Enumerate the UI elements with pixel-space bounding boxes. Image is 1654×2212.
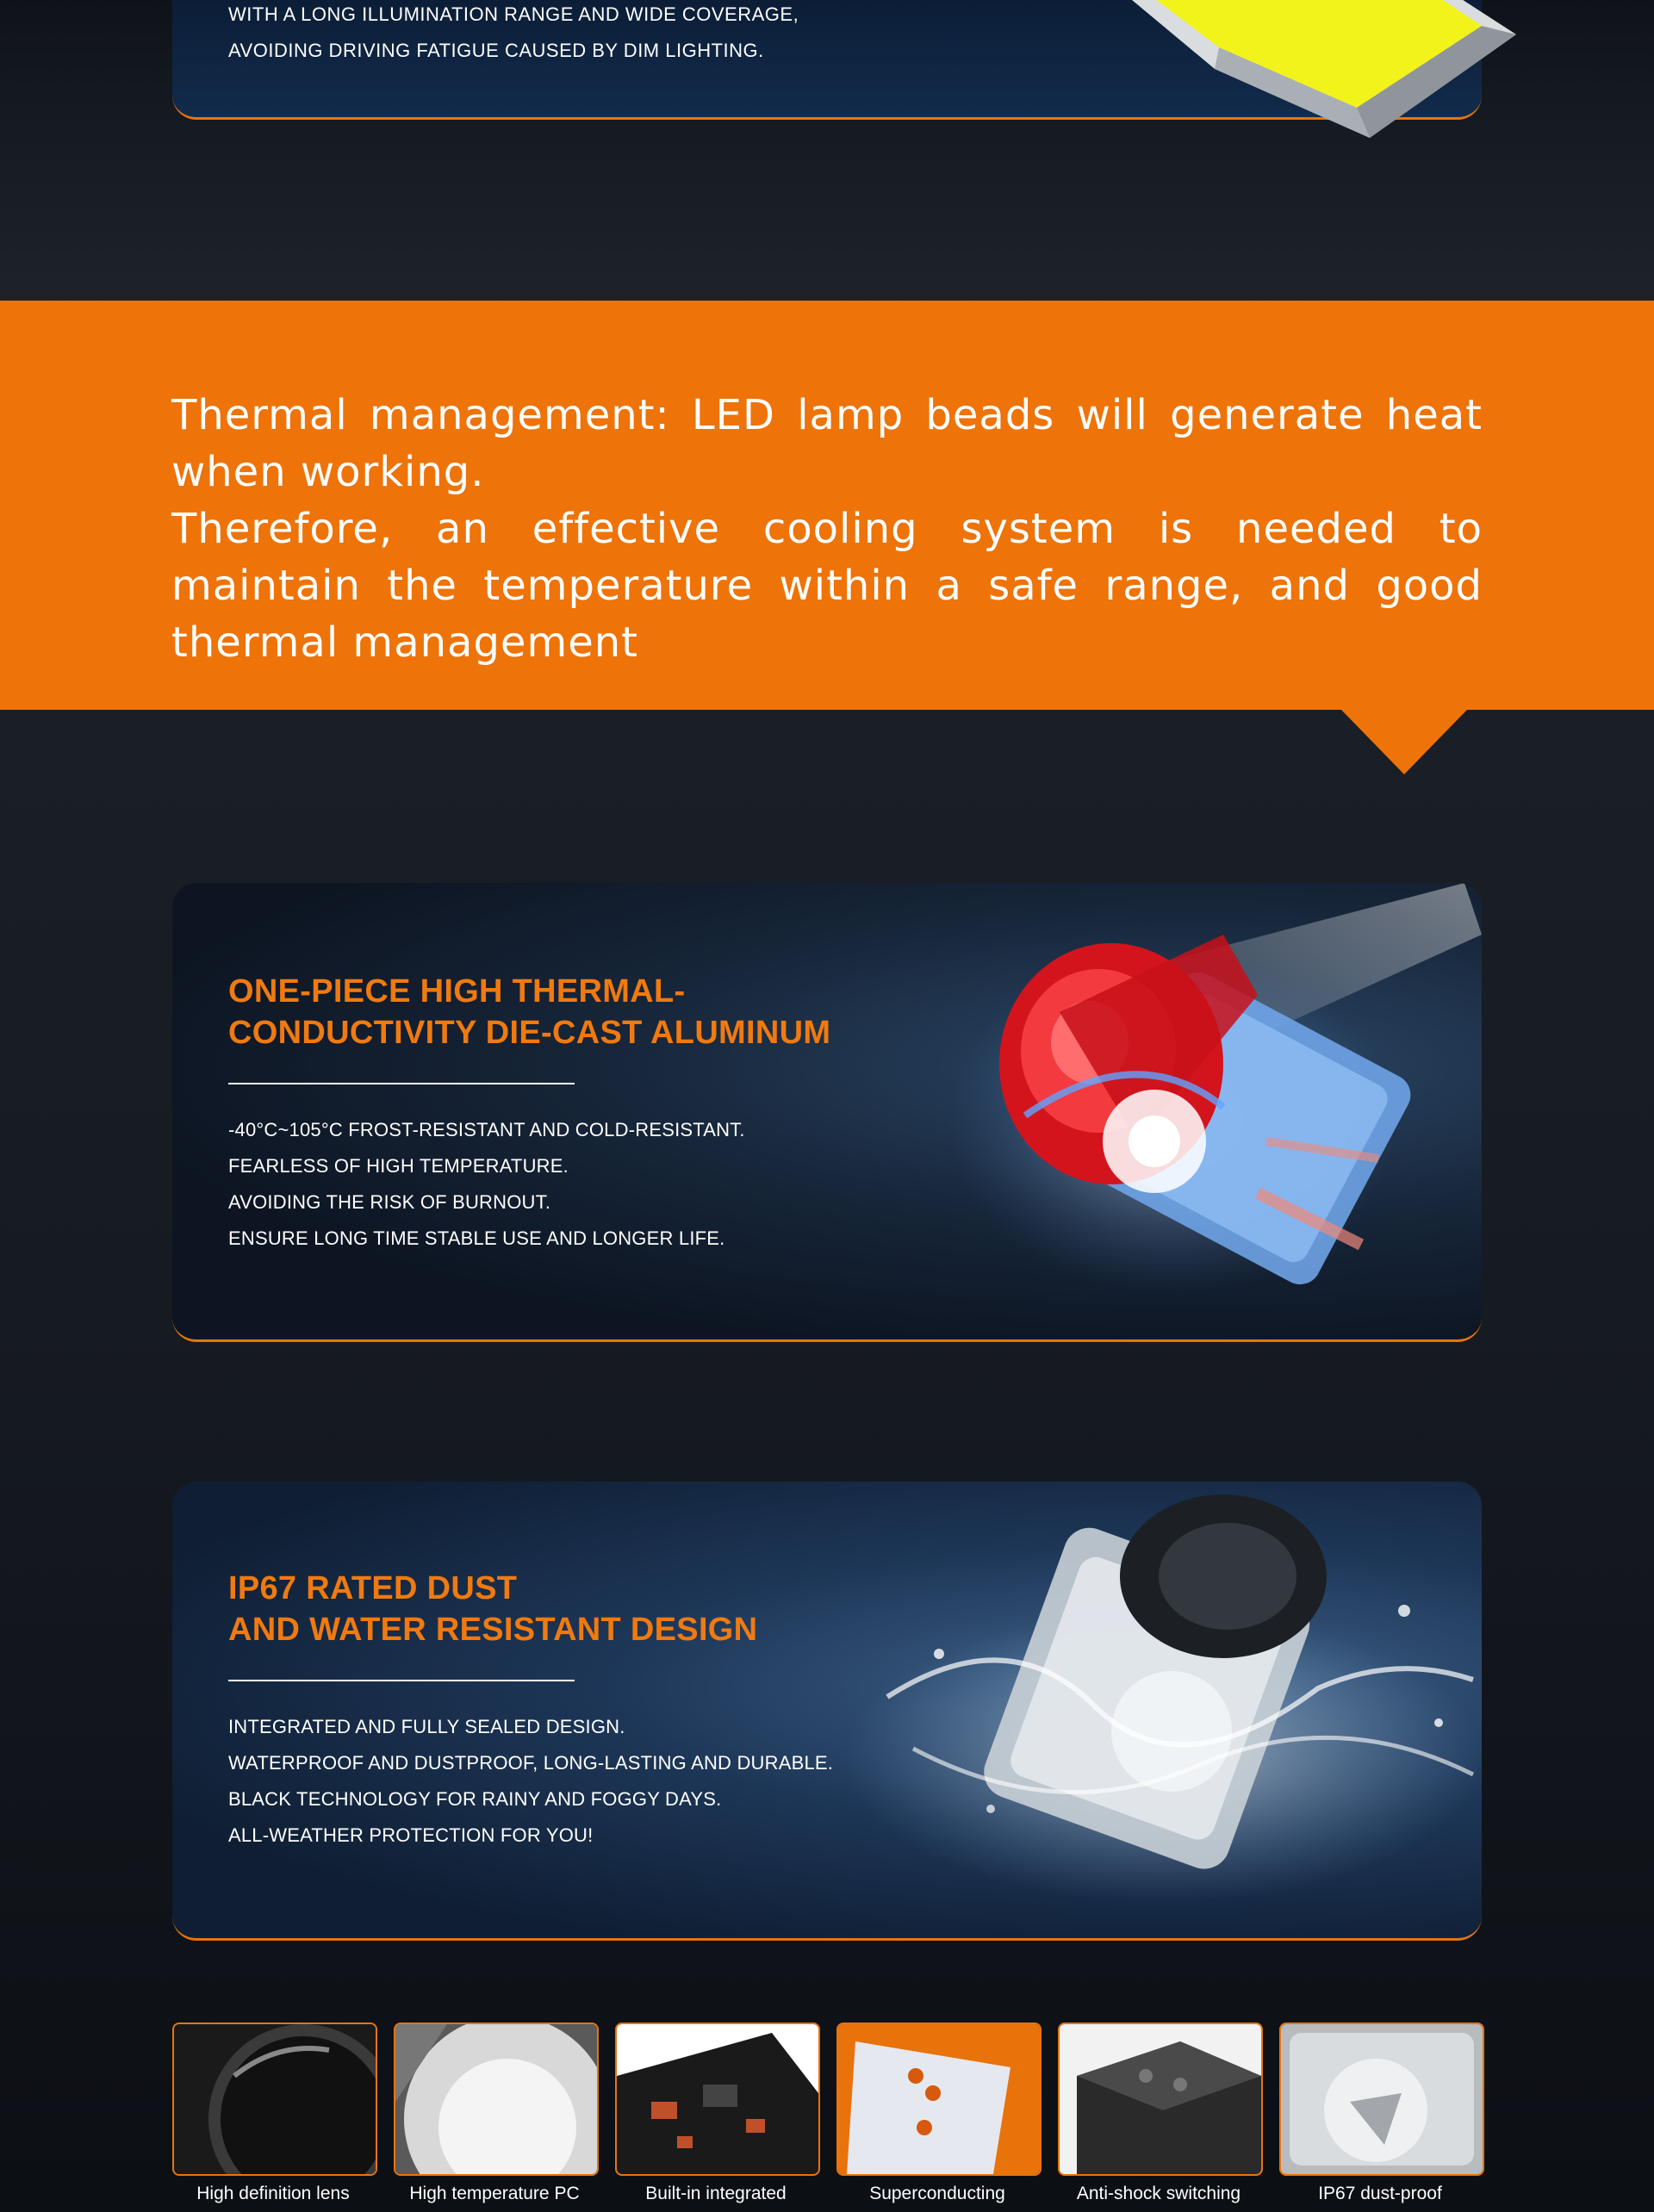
- component-thumbnails: [172, 2022, 1482, 2212]
- heading-line: IP67 RATED DUST: [228, 1570, 518, 1606]
- thumb-label: Built-in integrated: [645, 2184, 787, 2203]
- description-line: -40°C~105°C FROST-RESISTANT AND COLD-RESISTANT.: [228, 1119, 745, 1140]
- switching-motor-image: [1060, 2024, 1261, 2174]
- driver-board-image: [617, 2024, 818, 2174]
- banner-pointer: [1340, 709, 1468, 774]
- ip67-design-image: [1281, 2024, 1483, 2174]
- sensor-plate-image: [838, 2024, 1040, 2174]
- thumb-reflective-cup: [394, 2022, 599, 2176]
- reflective-cup-image: [395, 2024, 597, 2174]
- heading-line: ONE-PIECE HIGH THERMAL-: [228, 973, 686, 1010]
- brightness-feature-card: [172, 0, 1482, 120]
- description-line: ALL-WEATHER PROTECTION FOR YOU!: [228, 1824, 594, 1846]
- thumb-label: High temperature PC: [409, 2184, 580, 2203]
- thumb-label: Anti-shock switching: [1076, 2184, 1241, 2203]
- description-line: BLACK TECHNOLOGY FOR RAINY AND FOGGY DAYS.: [228, 1788, 722, 1810]
- description-line: FEARLESS OF HIGH TEMPERATURE.: [228, 1155, 569, 1177]
- divider: [228, 1680, 575, 1681]
- thumb-lens: [172, 2022, 377, 2176]
- description-line: INTEGRATED AND FULLY SEALED DESIGN.: [228, 1716, 625, 1737]
- ip67-card-description: [228, 1709, 833, 1854]
- banner-paragraph: Therefore, an effective cooling system is needed to maintain the temperature within a safe range, and good thermal management: [171, 505, 1483, 667]
- thumb-switching-motor: [1058, 2022, 1263, 2176]
- thumb-ip67-design: [1279, 2022, 1484, 2176]
- heading-line: AND WATER RESISTANT DESIGN: [228, 1612, 758, 1648]
- thumb-sensor-plate: [836, 2022, 1042, 2176]
- lens-image: [174, 2024, 376, 2174]
- ip67-waterproof-card: [172, 1482, 1482, 1941]
- red-heatsink-lamp-image: [913, 883, 1482, 1339]
- description-line: WATERPROOF AND DUSTPROOF, LONG-LASTING AND DURABLE.: [228, 1752, 834, 1774]
- ip67-card-heading: [228, 1568, 757, 1650]
- thumb-label: IP67 dust-proof: [1318, 2184, 1442, 2203]
- thumb-label: Superconducting: [869, 2184, 1005, 2203]
- banner-text: [171, 387, 1483, 671]
- description-line: AVOIDING THE RISK OF BURNOUT.: [228, 1191, 551, 1213]
- description-line: AVOIDING DRIVING FATIGUE CAUSED BY DIM LIGHTING.: [228, 40, 764, 61]
- thermal-management-banner: [0, 301, 1654, 710]
- brightness-description: [228, 0, 799, 69]
- die-cast-aluminum-card: [172, 883, 1482, 1342]
- thermal-card-description: [228, 1112, 745, 1257]
- led-chip-image: [1060, 0, 1516, 138]
- description-line: WITH A LONG ILLUMINATION RANGE AND WIDE COVERAGE,: [228, 3, 799, 25]
- description-line: ENSURE LONG TIME STABLE USE AND LONGER LIFE.: [228, 1227, 725, 1249]
- thermal-card-heading: [228, 971, 830, 1053]
- thumb-label: High definition lens: [196, 2184, 350, 2203]
- divider: [228, 1083, 575, 1084]
- thumb-driver: [615, 2022, 820, 2176]
- heading-line: CONDUCTIVITY DIE-CAST ALUMINUM: [228, 1015, 831, 1051]
- water-splash-lamp-image: [836, 1482, 1482, 1938]
- banner-paragraph: Thermal management: LED lamp beads will generate heat when working.: [171, 391, 1483, 496]
